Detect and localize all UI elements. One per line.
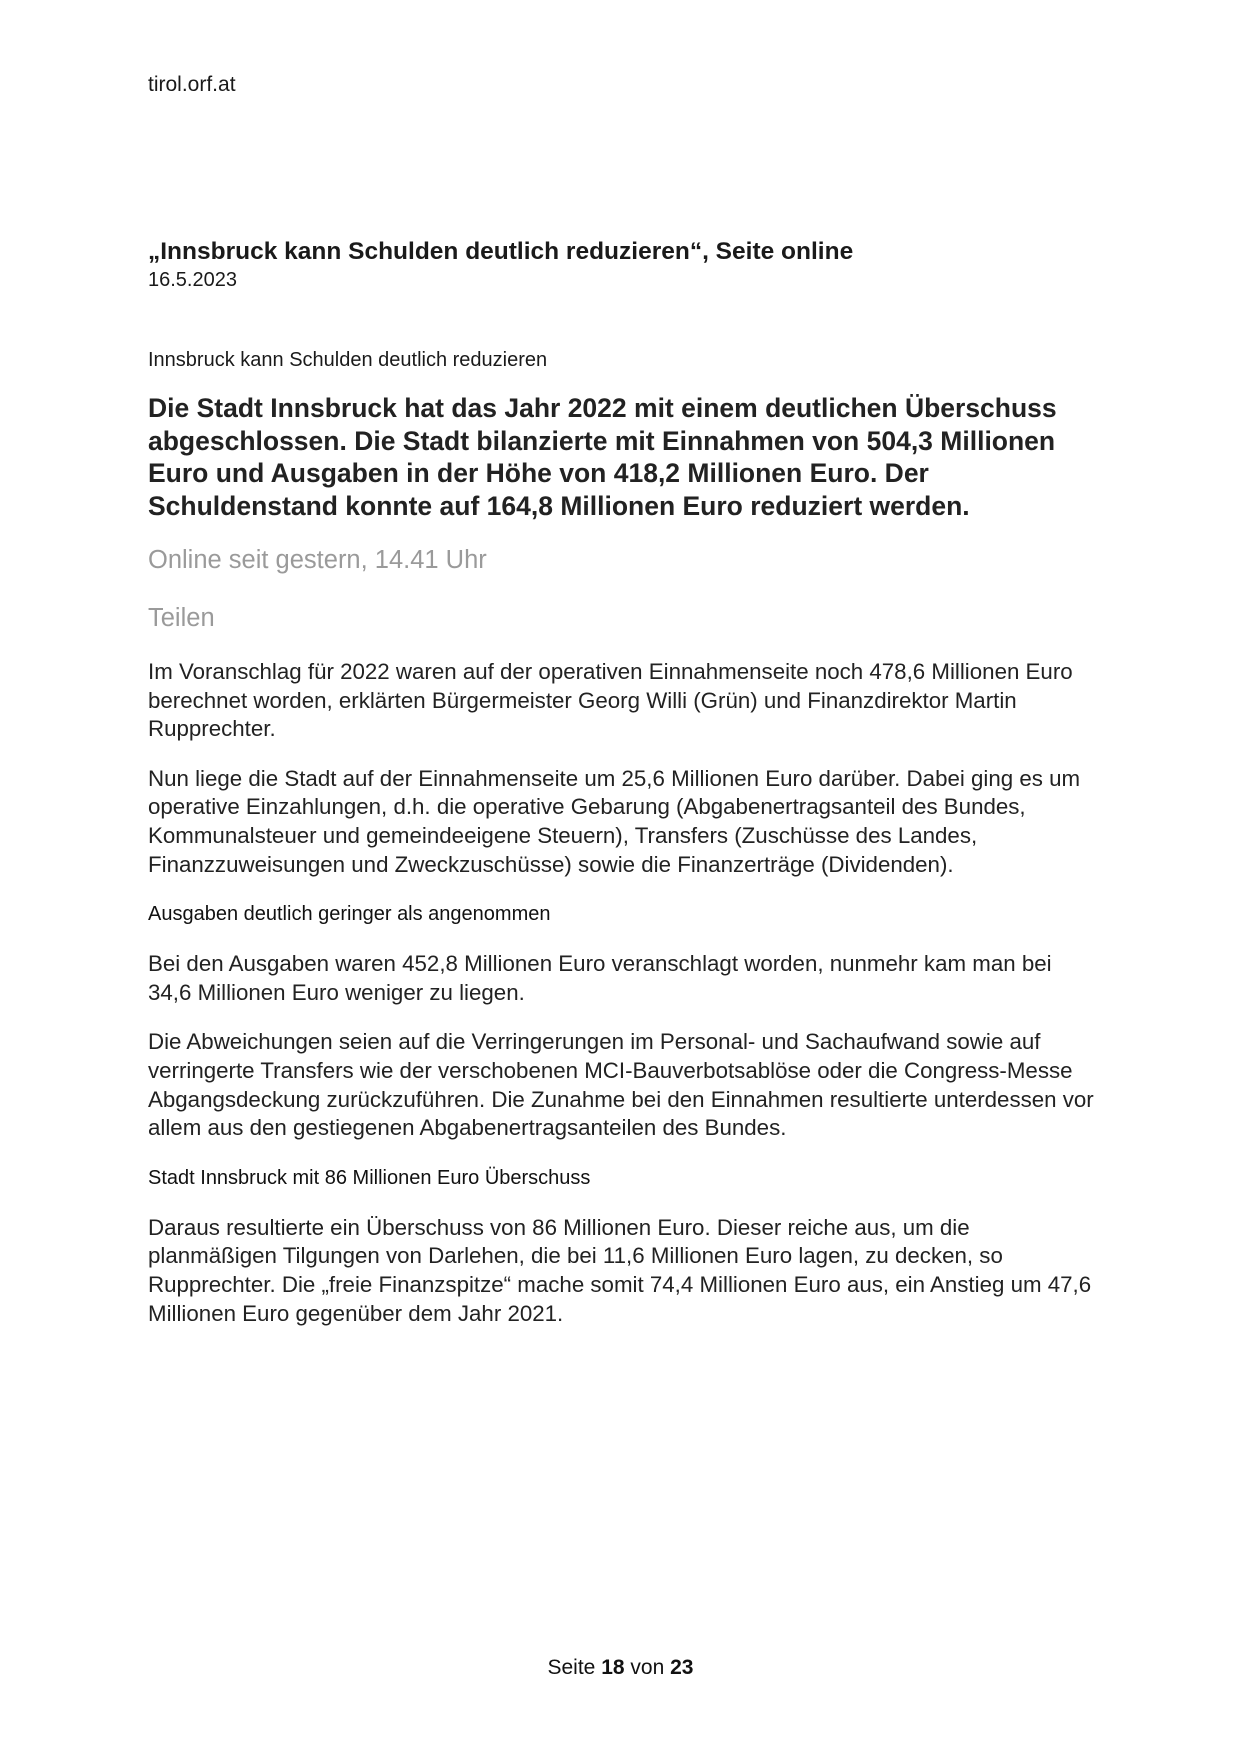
document-date: 16.5.2023 — [148, 269, 237, 291]
total-pages-number: 23 — [670, 1656, 694, 1679]
page-separator: von — [630, 1656, 665, 1679]
article-body — [148, 346, 1098, 1349]
source-label: tirol.orf.at — [148, 73, 236, 96]
article-paragraph: Die Abweichungen seien auf die Verringerungen im Personal- und Sachaufwand sowie auf verringerte Transfers wie der verschobenen MCI-Bauverbotsablöse oder die Congress-Messe Abgangsdeckung zurückzuführen. Die Zunahme bei den Einnahmen resultierte unterdessen vor allem aus den gestiegenen Abgabenertragsanteilen des Bundes. — [148, 1029, 1094, 1141]
page-prefix: Seite — [547, 1656, 596, 1679]
current-page-number: 18 — [601, 1656, 625, 1679]
article-paragraph: Im Voranschlag für 2022 waren auf der operativen Einnahmenseite noch 478,6 Millionen Euro berechnet worden, erklärten Bürgermeister Georg Willi (Grün) und Finanzdirektor Martin Rupprechter. — [148, 659, 1073, 742]
article-subheading: Ausgaben deutlich geringer als angenommen — [148, 903, 551, 926]
share-label: Teilen — [148, 604, 215, 632]
article-timestamp: Online seit gestern, 14.41 Uhr — [148, 546, 487, 574]
article-paragraph: Nun liege die Stadt auf der Einnahmenseite um 25,6 Millionen Euro darüber. Dabei ging es um operative Einzahlungen, d.h. die operative Gebarung (Abgabenertragsanteil des Bundes, Kommunalsteuer und gemeindeeigene Steuern), Transfers (Zuschüsse des Landes, Finanzzuweisungen und Zweckzuschüsse) sowie die Finanzerträge (Dividenden). — [148, 765, 1081, 877]
document-title: „Innsbruck kann Schulden deutlich reduzieren“, Seite online — [148, 238, 854, 265]
article-subheading: Stadt Innsbruck mit 86 Millionen Euro Überschuss — [148, 1166, 591, 1189]
article-paragraph: Bei den Ausgaben waren 452,8 Millionen Euro veranschlagt worden, nunmehr kam man bei 34,6 Millionen Euro weniger zu liegen. — [148, 951, 1052, 1005]
page-number-footer — [0, 1656, 1241, 1680]
article-paragraph: Daraus resultierte ein Überschuss von 86 Millionen Euro. Dieser reiche aus, um die planmäßigen Tilgungen von Darlehen, die bei 11,6 Millionen Euro lagen, zu decken, so Rupprechter. Die „freie Finanzspitze“ mache somit 74,4 Millionen Euro aus, ein Anstieg um 47,6 Millionen Euro gegenüber dem Jahr 2021. — [148, 1214, 1092, 1326]
article-lead: Die Stadt Innsbruck hat das Jahr 2022 mit einem deutlichen Überschuss abgeschlossen. Die Stadt bilanzierte mit Einnahmen von 504,3 Millionen Euro und Ausgaben in der Höhe von 418,2 Millionen Euro. Der Schuldenstand konnte auf 164,8 Millionen Euro reduziert werden. — [148, 393, 1057, 521]
article-kicker: Innsbruck kann Schulden deutlich reduzieren — [148, 349, 548, 371]
